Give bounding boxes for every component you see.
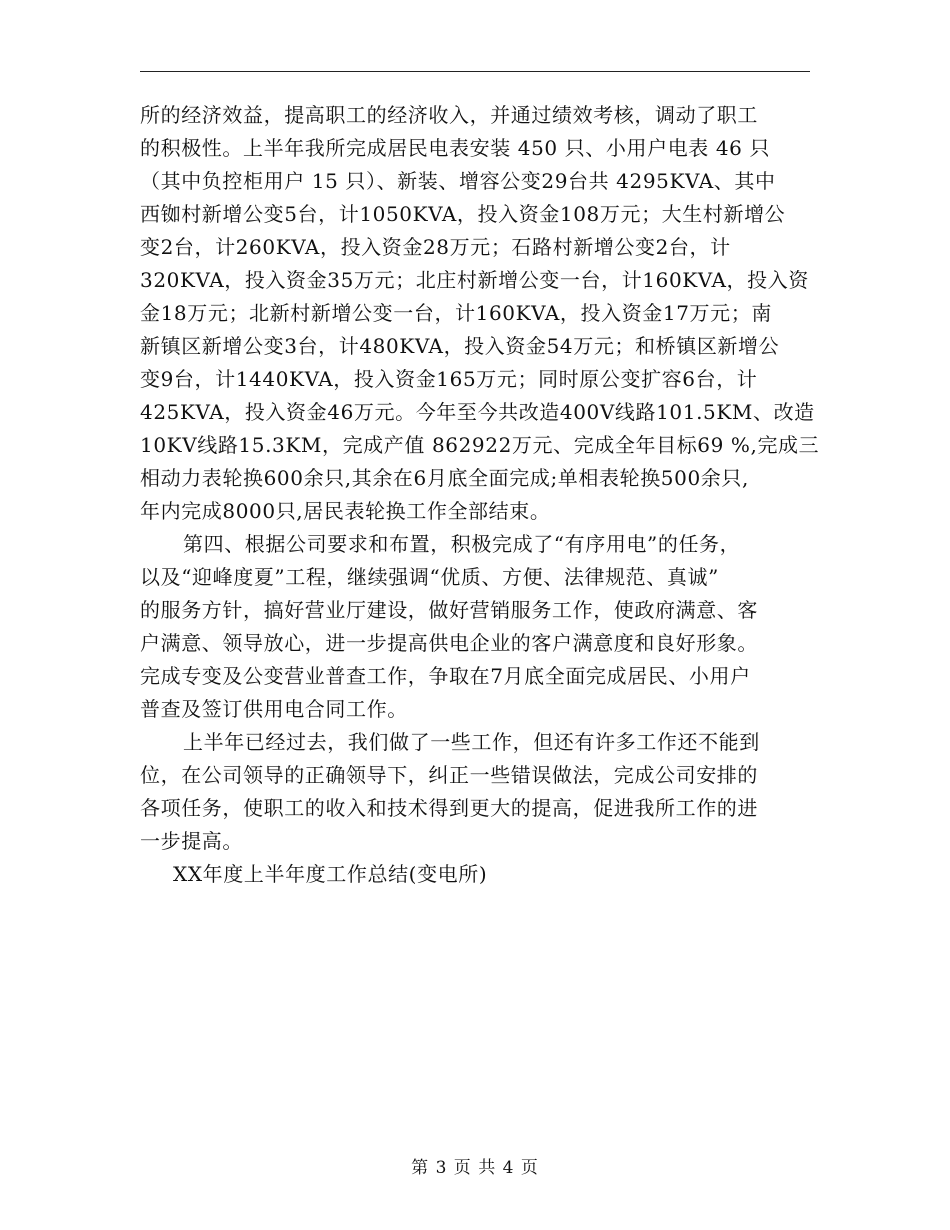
- paragraph-start-line: 第四、根据公司要求和布置，积极完成了“有序用电”的任务，: [183, 532, 741, 556]
- body-line: 各项任务，使职工的收入和技术得到更大的提高，促进我所工作的进: [140, 796, 758, 820]
- document-body: [140, 99, 820, 891]
- paragraph-start-line: 上半年已经过去，我们做了一些工作，但还有许多工作还不能到: [183, 730, 760, 754]
- body-line: （其中负控柜用户 15 只）、新装、增容公变29台共 4295KVA、其中: [140, 169, 776, 193]
- body-line: 320KVA，投入资金35万元；北庄村新增公变一台，计160KVA，投入资: [140, 268, 809, 292]
- document-title-line: XX年度上半年度工作总结(变电所): [173, 862, 488, 886]
- body-line: 金18万元；北新村新增公变一台，计160KVA，投入资金17万元；南: [140, 301, 772, 325]
- body-line: 西铷村新增公变5台，计1050KVA，投入资金108万元；大生村新增公: [140, 202, 786, 226]
- body-line: 425KVA，投入资金46万元。今年至今共改造400V线路101.5KM、改造: [140, 400, 815, 424]
- body-line: 位，在公司领导的正确领导下，纠正一些错误做法，完成公司安排的: [140, 763, 758, 787]
- body-line: 变2台，计260KVA，投入资金28万元；石路村新增公变2台，计: [140, 235, 731, 259]
- body-line: 所的经济效益，提高职工的经济收入，并通过绩效考核，调动了职工: [140, 103, 758, 127]
- body-line: 以及“迎峰度夏”工程，继续强调“优质、方便、法律规范、真诚”: [140, 565, 719, 589]
- body-line: 10KV线路15.3KM，完成产值 862922万元、完成全年目标69 %,完成三: [140, 433, 820, 457]
- header-rule: [140, 71, 810, 72]
- body-line: 年内完成8000只,居民表轮换工作全部结束。: [140, 499, 551, 523]
- body-line: 普查及签订供用电合同工作。: [140, 697, 408, 721]
- body-line: 相动力表轮换600余只,其余在6月底全面完成;单相表轮换500余只,: [140, 466, 749, 490]
- body-line: 的积极性。上半年我所完成居民电表安装 450 只、小用户电表 46 只: [140, 136, 771, 160]
- body-line: 一步提高。: [140, 829, 243, 853]
- body-line: 完成专变及公变营业普查工作，争取在7月底全面完成居民、小用户: [140, 664, 751, 688]
- body-line: 新镇区新增公变3台，计480KVA，投入资金54万元；和桥镇区新增公: [140, 334, 780, 358]
- body-line: 的服务方针，搞好营业厅建设，做好营销服务工作，使政府满意、客: [140, 598, 758, 622]
- page-number-footer: 第 3 页 共 4 页: [411, 1158, 539, 1178]
- body-line: 户满意、领导放心，进一步提高供电企业的客户满意度和良好形象。: [140, 631, 758, 655]
- body-line: 变9台，计1440KVA，投入资金165万元；同时原公变扩容6台，计: [140, 367, 758, 391]
